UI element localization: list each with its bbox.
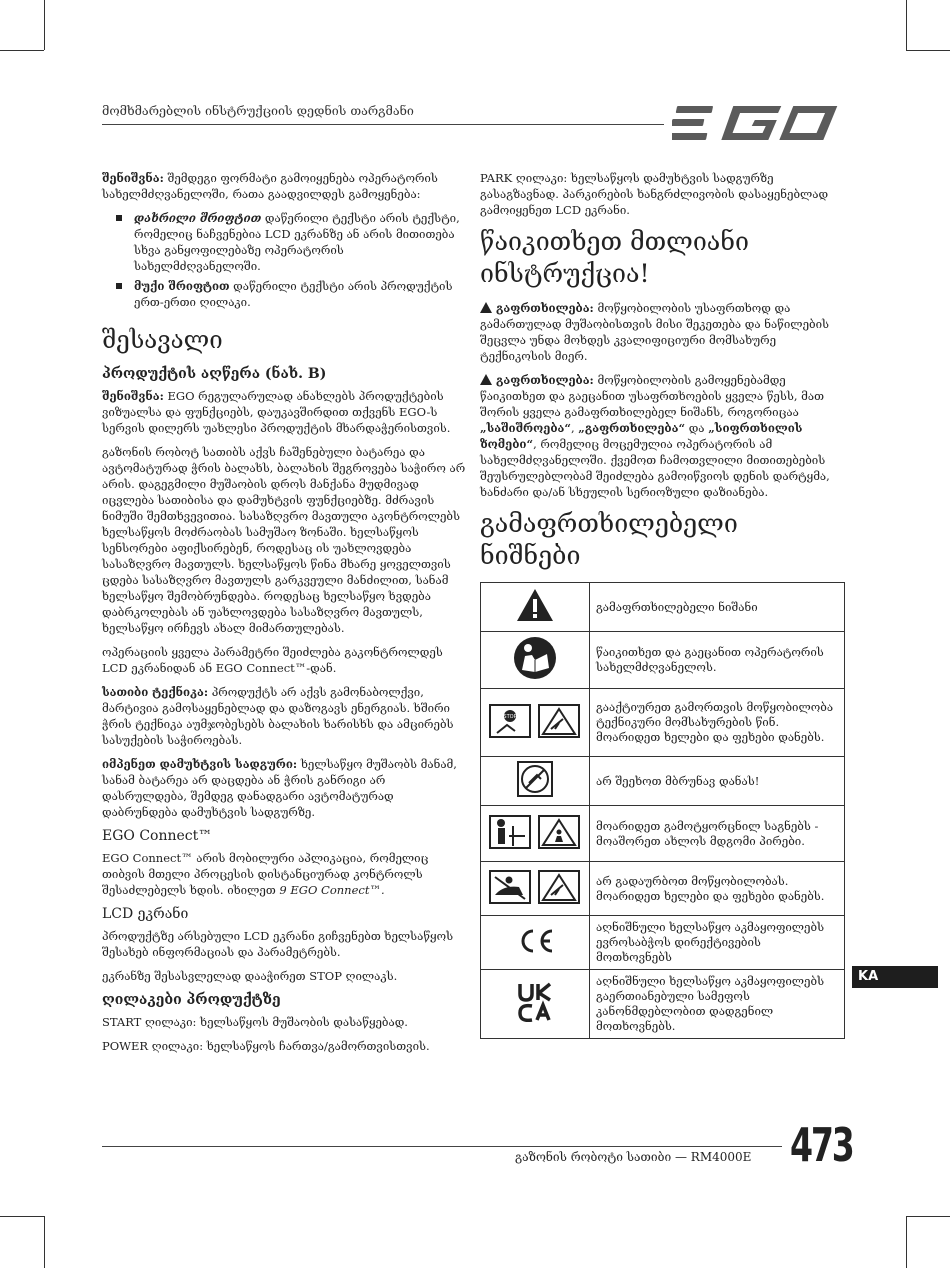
- right-column: [480, 170, 845, 1039]
- paragraph-text: პროდუქტს არ აქვს გამონაბოლქვი, მარტივია გამოსაყენებლად და დაზოგავს ენერგიას. ხშირი ჭრის ტექნიკა აუმჯობესებს ბალახის ხარისხს და ამცირებს სასუქების საჭიროებას.: [102, 685, 454, 747]
- crop-mark: [906, 1216, 907, 1268]
- paragraph: პროდუქტზე არსებული LCD ეკრანი გიჩვენებთ ხელსაწყოს შესახებ ინფორმაციას და პარამეტრებს.: [102, 929, 454, 959]
- table-row: [481, 862, 845, 916]
- footer-rule: [102, 1146, 782, 1147]
- warning-icon: [480, 302, 492, 313]
- table-row: [481, 689, 845, 757]
- section-heading-read-manual: წაიკითხეთ მთლიანი ინსტრუქცია!: [480, 227, 749, 288]
- paragraph-text: ხელსაწყო მუშაობს მანამ, სანამ ბატარეა არ დაცდება ან ჭრის განრიგი არ დასრულდება, შემდეგ დანადგარი ავტომატურად დაბრუნდება დამუხტვის სადგურზე.: [102, 757, 457, 819]
- symbol-cell: [481, 583, 590, 632]
- subheading-description: პროდუქტის აღწერა (ნახ. B): [102, 366, 327, 382]
- button-name: PARK: [480, 171, 513, 185]
- bullet-item: [134, 278, 472, 310]
- note-label: შენიშვნა:: [102, 171, 164, 185]
- crop-mark: [44, 1216, 45, 1268]
- paragraph-text: მოწყობილობის გამოყენებამდე წაიკითხეთ და გაეცანით უსაფრთხოების ყველა წესს, მათ შორის ყველა გამაფრთხილებელ ნიშანს, როგორიცაა: [480, 373, 824, 419]
- warning-icon: [480, 374, 492, 385]
- read-manual-icon: [513, 636, 557, 680]
- symbol-cell: [481, 757, 590, 806]
- paragraph: [102, 388, 472, 436]
- paragraph-text: მოწყობილობის უსაფრთხოდ და გამართულად მუშაობისთვის მისი შეკეთება და ნაწილების შეცვლა უნდა მოხდეს კვალიფიციური მომსახურე ტექნიკოსის მიერ.: [480, 301, 830, 363]
- button-name: START: [102, 1015, 142, 1029]
- paragraph: [102, 1014, 472, 1030]
- symbol-cell: [481, 970, 590, 1039]
- paragraph: გაზონის რობოტ სათიბს აქვს ჩაშენებული ბატარეა და ავტომატურად ჭრის ბალახს, ბალახის შეგროვება საჭირო არ არის. დაგეგმილი მუშაობის დროს მანქანა მუდმივად იცვლება სათიბისა და დამუხტვის ფუნქციებზე. მძრავის ნიმუში შემთხვევითია. სასაზღვრო მავთული აკონტროლებს ხელსაწყოს მოძრაობას სამუშაო ზონაში. ხელსაწყოს სენსორები აფიქსირებენ, როდესაც ის უახლოვდება სასაზღვრო მავთულს. ხელსაწყოს წინა მხარე ყოველთვის ცდება სასაზღვრო მავთულს გარკვეული მანძილით, სანამ ხელსაწყო შემობრუნდება. როდესაც ხელსაწყო ხვდება დაბრკოლებას ან უახლოვდება სასაზღვრო მავთულს, ხელსაწყო ირჩევს ახალ მიმართულებას.: [102, 445, 466, 635]
- crop-mark: [44, 0, 45, 50]
- note-label: შენიშვნა:: [102, 389, 164, 403]
- paragraph-text: ღილაკი: ხელსაწყოს მუშაობის დასაწყებად.: [141, 1015, 408, 1029]
- symbol-cell: [481, 916, 590, 970]
- term-label: იმპენეთ დამუხტვის სადგური:: [102, 757, 298, 771]
- symbol-description: გააქტიურეთ გამორთვის მოწყობილობა ტექნიკური მომსახურების წინ. მოარიდეთ ხელები და ფეხები დანებს.: [590, 689, 845, 757]
- table-row: [481, 583, 845, 632]
- bullet-text: დაწერილი ტექსტი არის პროდუქტის ერთ-ერთი ღილაკი.: [134, 279, 453, 309]
- signal-word: „საშიშროება“: [480, 421, 571, 435]
- warning-label: გაფრთხილება:: [496, 301, 594, 315]
- button-name: POWER: [102, 1039, 149, 1053]
- symbols-table: [480, 582, 845, 1039]
- paragraph-text: და: [685, 421, 709, 435]
- paragraph: [480, 170, 845, 218]
- symbol-description: მოარიდეთ გამოტყორცნილ საგნებს - მოაშორეთ ახლოს მდგომი პირები.: [590, 806, 845, 862]
- header-title: მომხმარებლის ინსტრუქციის დედნის თარგმანი: [102, 103, 414, 118]
- no-touch-blade-icon: [517, 761, 553, 797]
- header-rule: [102, 124, 664, 125]
- bullet-item: [134, 210, 472, 274]
- warning-paragraph: [480, 300, 845, 364]
- warning-label: გაფრთხილება:: [496, 373, 594, 387]
- paragraph-text: EGO Connect™ არის მობილური აპლიკაცია, რომელიც თიბვის მთელი პროცესის დისტანციურად კონტროლს შესაძლებელს ხდის. იხილეთ: [102, 851, 429, 897]
- signal-word: „სიფრთხილის ზომები“: [480, 421, 803, 451]
- page-number: 473: [790, 1118, 853, 1172]
- crop-mark: [906, 50, 950, 51]
- paragraph: [102, 684, 472, 748]
- paragraph: [102, 756, 472, 820]
- footer-product-name: გაზონის რობოტი სათიბი — RM4000E: [515, 1150, 752, 1164]
- subheading-lcd: LCD ეკრანი: [102, 906, 189, 922]
- bullet-emphasis: დახრილი შრიფტით: [134, 211, 262, 225]
- svg-text:STOP: STOP: [503, 713, 517, 720]
- paragraph: ეკრანზე შესასვლელად დააჭირეთ STOP ღილაკს.: [102, 969, 398, 983]
- table-row: [481, 916, 845, 970]
- crop-mark: [0, 50, 44, 51]
- symbol-description: წაიკითხეთ და გაეცანით ოპერატორის სახელმძღვანელოს.: [590, 632, 845, 689]
- paragraph: [102, 850, 472, 898]
- paragraph-text: ღილაკი: ხელსაწყოს დამუხტვის სადგურზე გასაგზავნად. პარკირების ხანგრძლივობის დასაყენებლად გამოიყენეთ LCD ეკრანი.: [480, 171, 829, 217]
- format-note: [102, 170, 472, 202]
- table-row: [481, 632, 845, 689]
- warning-triangle-icon: [515, 587, 555, 623]
- ukca-mark-icon: [515, 982, 555, 1022]
- ego-logo: [672, 102, 844, 144]
- disable-device-icon: [489, 701, 581, 741]
- section-heading-symbols: გამაფრთხილებელი ნიშნები: [480, 509, 738, 570]
- crop-mark: [906, 1216, 950, 1217]
- cross-reference-link[interactable]: 9 EGO Connect™.: [279, 883, 385, 897]
- symbol-description: არ შეეხოთ მბრუნავ დანას!: [590, 757, 845, 806]
- left-column: [102, 170, 472, 1062]
- symbol-cell: [481, 689, 590, 757]
- keep-away-icon: [489, 812, 581, 852]
- no-ride-icon: [489, 867, 581, 907]
- symbol-description: აღნიშნული ხელსაწყო აკმაყოფილებს გაერთიანებული სამეფოს კანონმდებლობით დადგენილ მოთხოვნებს.: [590, 970, 845, 1039]
- note-text: შემდეგი ფორმატი გამოიყენება ოპერატორის სახელმძღვანელოში, რათა გაადვილდეს გამოყენება:: [102, 171, 438, 201]
- bullet-text: დაწერილი ტექსტი არის ტექსტი, რომელიც ნაჩვენებია LCD ეკრანზე ან არის მითითება სხვა განყოფილებაზე ოპერატორის სახელმძღვანელოში.: [134, 211, 460, 273]
- language-tab: KA: [852, 966, 938, 988]
- table-row: [481, 806, 845, 862]
- paragraph: ოპერაციის ყველა პარამეტრი შეიძლება გაკონტროლდეს LCD ეკრანიდან ან EGO Connect™-დან.: [102, 645, 443, 675]
- crop-mark: [906, 0, 907, 50]
- symbol-cell: [481, 632, 590, 689]
- term-label: სათიბი ტექნიკა:: [102, 685, 209, 699]
- crop-mark: [0, 1216, 44, 1217]
- format-bullets: [102, 210, 472, 310]
- table-row: [481, 757, 845, 806]
- signal-word: „გაფრთხილება“: [578, 421, 686, 435]
- paragraph-text: ღილაკი: ხელსაწყოს ჩართვა/გამორთვისთვის.: [148, 1039, 430, 1053]
- table-row: [481, 970, 845, 1039]
- warning-paragraph: გაფრთხილება: მოწყობილობის გამოყენებამდე წაიკითხეთ და გაეცანით უსაფრთხოების ყველა წესს, მათ შორის ყველა გამაფრთხილებელ ნიშანს, როგორიცაა „საშიშროება“, „გაფრთხილება“ და „სიფრთხილის ზომები“, რომელიც მოცემულია ოპერატორის ამ სახელმძღვანელოში. ქვემოთ ჩამოთვლილი მითითებების შეუსრულებლობამ შეიძლება გამოიწვიოს დენის დარტყმა, ხანძარი და/ან სხეულის სერიოზული დაზიანება.: [480, 373, 830, 499]
- paragraph-text: , რომელიც მოცემულია ოპერატორის ამ სახელმძღვანელოში. ქვემოთ ჩამოთვლილი მითითებების შეუსრულებლობამ შეიძლება გამოიწვიოს დენის დარტყმა, ხანძარი და/ან სხეულის სერიოზული დაზიანება.: [480, 437, 830, 499]
- section-heading-intro: შესავალი: [102, 326, 223, 354]
- ce-mark-icon: [515, 928, 555, 954]
- subheading-buttons: ღილაკები პროდუქტზე: [102, 992, 281, 1008]
- bullet-emphasis: მუქი შრიფტით: [134, 279, 230, 293]
- paragraph-text: EGO რეგულარულად ანახლებს პროდუქტების ვიზუალსა და ფუნქციებს, დაუკავშირდით თქვენს EGO-ს სერვის დილერს უახლესი პროდუქტის მხარდაჭერისთვის.: [102, 389, 451, 435]
- symbol-description: არ გადაურბოთ მოწყობილობას. მოარიდეთ ხელები და ფეხები დანებს.: [590, 862, 845, 916]
- paragraph: [102, 1038, 472, 1054]
- symbol-cell: [481, 862, 590, 916]
- symbol-description: გამაფრთხილებელი ნიშანი: [590, 583, 845, 632]
- symbol-description: აღნიშნული ხელსაწყო აკმაყოფილებს ევროსაბჭოს დირექტივების მოთხოვნებს: [590, 916, 845, 970]
- subheading-ego-connect: EGO Connect™: [102, 828, 213, 844]
- symbol-cell: [481, 806, 590, 862]
